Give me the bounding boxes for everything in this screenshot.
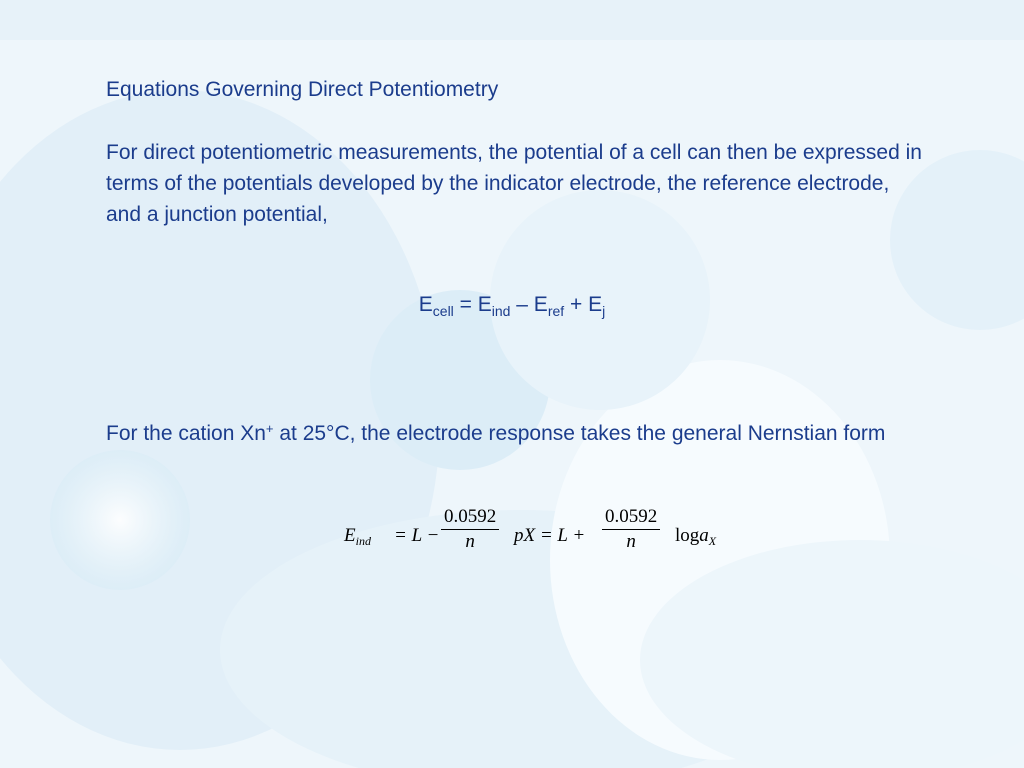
eq1-subscript: ref: [547, 303, 565, 319]
nernst-equation: [344, 505, 764, 565]
paragraph-text: at 25°C, the electrode response takes the general Nernstian form: [273, 422, 886, 445]
paragraph-nernstian: [106, 413, 926, 449]
fraction-denominator: n: [626, 531, 636, 552]
eq2-log: log: [675, 525, 700, 546]
paragraph-text: For the cation Xn: [106, 422, 266, 445]
eq2-lhs: [344, 525, 371, 549]
eq1-subscript: cell: [432, 303, 454, 319]
eq2-symbol: E: [344, 525, 356, 546]
eq2-fraction: [602, 505, 660, 554]
eq1-symbol: E: [477, 293, 492, 316]
eq1-operator: –: [510, 293, 534, 316]
eq1-subscript: ind: [491, 303, 511, 319]
eq1-symbol: E: [418, 293, 433, 316]
eq2-subscript: ind: [355, 534, 371, 548]
eq2-symbol: a: [699, 525, 709, 546]
eq2-operator: pX = L +: [514, 525, 586, 546]
cell-potential-equation: [0, 290, 1024, 326]
charge-superscript: +: [265, 421, 274, 436]
eq1-symbol: E: [588, 293, 603, 316]
eq2-operator: = L −: [394, 525, 440, 546]
eq1-subscript: j: [602, 303, 606, 319]
fraction-numerator: 0.0592: [602, 505, 660, 530]
fraction-denominator: n: [465, 531, 475, 552]
eq1-operator: =: [453, 293, 478, 316]
eq1-symbol: E: [533, 293, 548, 316]
fraction-numerator: 0.0592: [441, 505, 499, 530]
eq2-subscript: X: [708, 534, 717, 548]
eq1-operator: +: [564, 293, 589, 316]
eq2-fraction: [441, 505, 499, 554]
slide-heading: Equations Governing Direct Potentiometry: [106, 78, 499, 101]
paragraph-intro: For direct potentiometric measurements, the potential of a cell can then be expressed in terms of the potentials developed by the indicator electrode, the reference electrode, and a junction potential,: [106, 141, 922, 226]
eq2-log-term: [675, 525, 716, 549]
